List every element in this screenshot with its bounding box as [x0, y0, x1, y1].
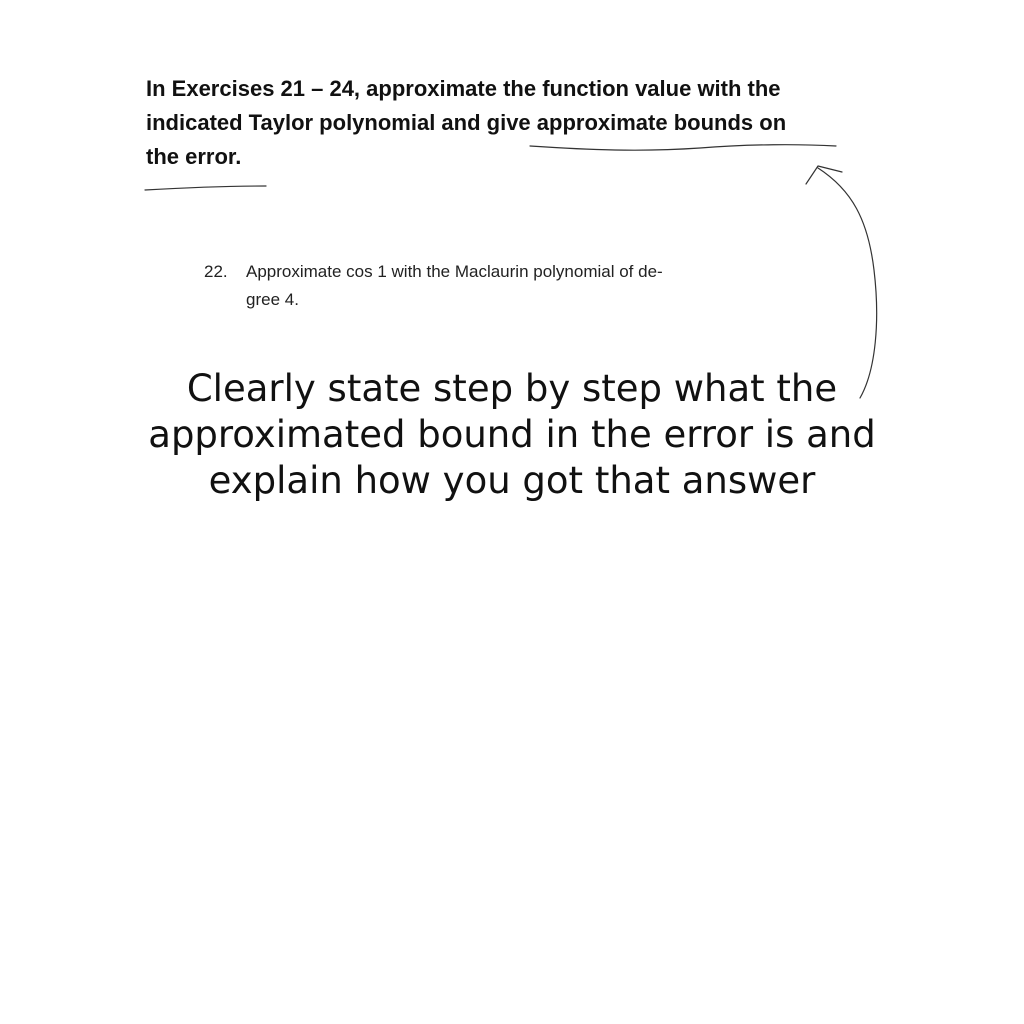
exercise-line: Approximate cos 1 with the Maclaurin polynomial of de- [246, 262, 663, 281]
header-line: the error. [146, 144, 242, 169]
instruction-line: explain how you got that answer [208, 459, 816, 502]
instruction-line: Clearly state step by step what the [186, 367, 838, 410]
header-line: In Exercises 21 – 24, approximate the function value with the [146, 76, 781, 101]
exercise-number: 22. [204, 262, 228, 281]
arrow-shaft [818, 168, 877, 398]
exercise-text [246, 258, 776, 314]
instruction-text [100, 366, 924, 504]
instruction-line: approximated bound in the error is and [148, 413, 876, 456]
exercise-line: gree 4. [246, 290, 299, 309]
underline-the-error [145, 186, 266, 190]
exercise-header [146, 72, 866, 174]
header-line: indicated Taylor polynomial and give approximate bounds on [146, 110, 787, 135]
